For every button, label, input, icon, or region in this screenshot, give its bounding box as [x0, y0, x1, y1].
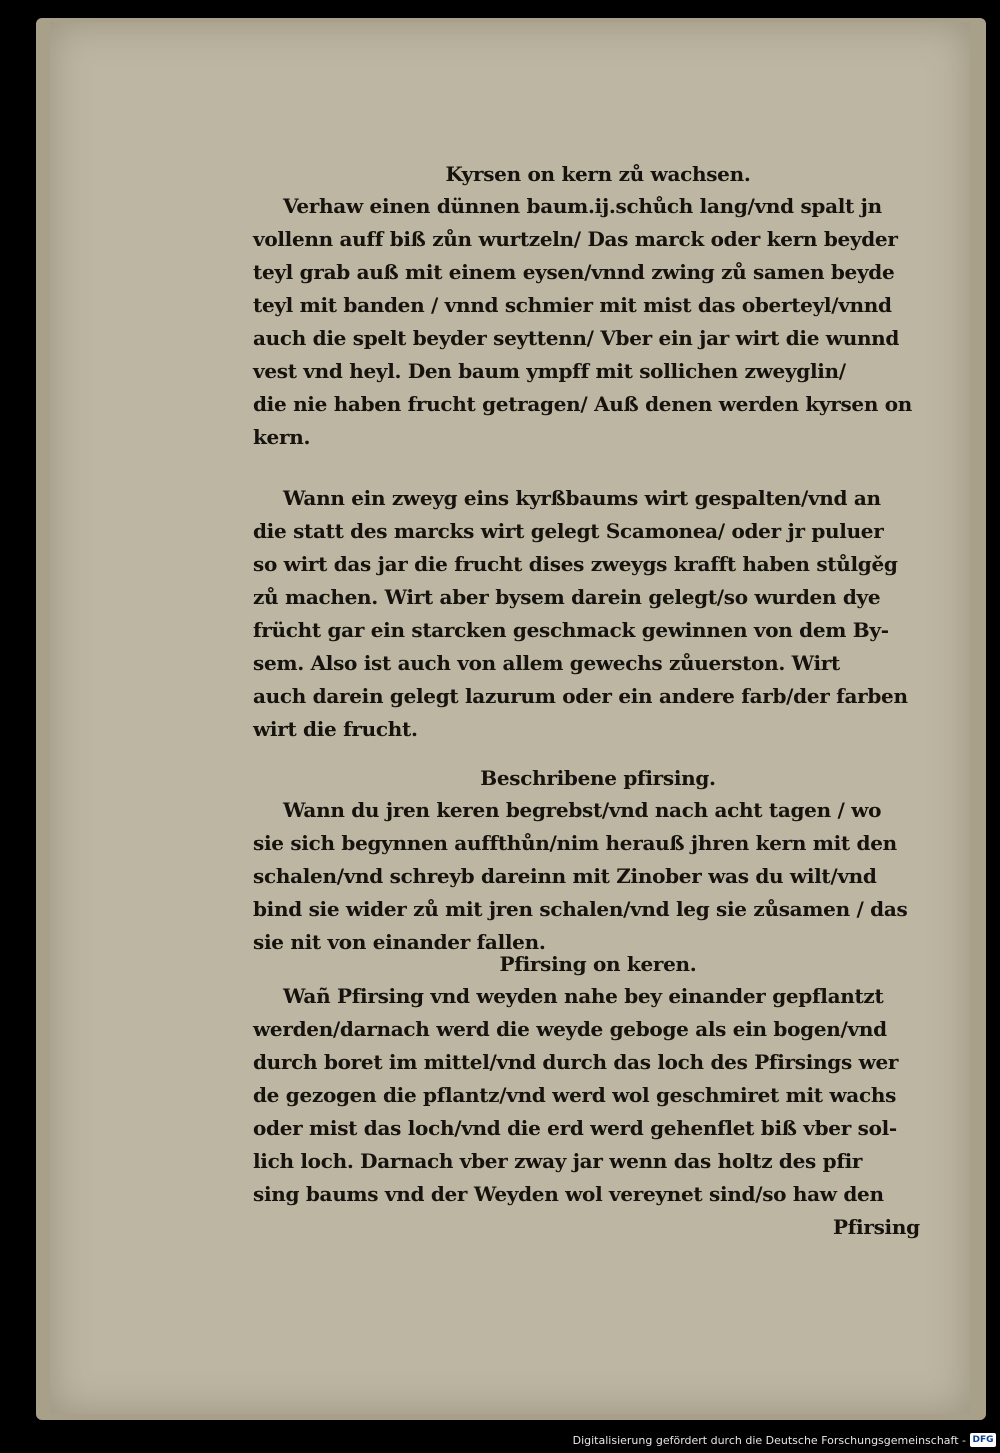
text-line: die statt des marcks wirt gelegt Scamonea/ oder jr puluer: [253, 519, 884, 543]
text-line: werden/darnach werd die weyde geboge als ein bogen/vnd: [253, 1017, 887, 1041]
text-line: auch darein gelegt lazurum oder ein andere farb/der farben: [253, 684, 908, 708]
text-line: so wirt das jar die frucht dises zweygs krafft haben stůlgěg: [253, 552, 898, 576]
text-line: Verhaw einen dünnen baum.ij.schůch lang/vnd spalt jn: [283, 194, 882, 218]
text-line: teyl grab auß mit einem eysen/vnnd zwing zů samen beyde: [253, 260, 895, 284]
text-line: Wann du jren keren begrebst/vnd nach acht tagen / wo: [283, 798, 882, 822]
dfg-logo: DFG: [970, 1433, 996, 1447]
text-line: wirt die frucht.: [253, 717, 418, 741]
book-page: [50, 22, 970, 1414]
text-line: sing baums vnd der Weyden wol vereynet sind/so haw den: [253, 1182, 884, 1206]
text-line: lich loch. Darnach vber zway jar wenn das holtz des pfir: [253, 1149, 863, 1173]
digitization-footer: [0, 1423, 1000, 1453]
catchword: Pfirsing: [833, 1215, 920, 1239]
text-line: schalen/vnd schreyb dareinn mit Zinober was du wilt/vnd: [253, 864, 877, 888]
text-line: sem. Also ist auch von allem gewechs zůuerston. Wirt: [253, 651, 840, 675]
text-line: Wann ein zweyg eins kyrßbaums wirt gespalten/vnd an: [283, 486, 881, 510]
text-line: kern.: [253, 425, 311, 449]
text-line: vest vnd heyl. Den baum ympff mit sollichen zweyglin/: [253, 359, 846, 383]
text-line: bind sie wider zů mit jren schalen/vnd leg sie zůsamen / das: [253, 897, 908, 921]
text-line: zů machen. Wirt aber bysem darein gelegt/so wurden dye: [253, 585, 881, 609]
section-heading-kyrsen: Kyrsen on kern zů wachsen.: [445, 162, 751, 186]
section-heading-beschribene-pfirsing: Beschribene pfirsing.: [480, 766, 716, 790]
text-line: Wañ Pfirsing vnd weyden nahe bey einander gepflantzt: [283, 984, 884, 1008]
text-line: vollenn auff biß zůn wurtzeln/ Das marck oder kern beyder: [253, 227, 898, 251]
section-heading-pfirsing-on-keren: Pfirsing on keren.: [499, 952, 697, 976]
text-line: durch boret im mittel/vnd durch das loch des Pfirsings wer: [253, 1050, 899, 1074]
text-line: auch die spelt beyder seyttenn/ Vber ein jar wirt die wunnd: [253, 326, 900, 350]
text-line: de gezogen die pflantz/vnd werd wol geschmiret mit wachs: [253, 1083, 897, 1107]
text-line: sie nit von einander fallen.: [253, 930, 546, 954]
text-line: die nie haben frucht getragen/ Auß denen werden kyrsen on: [253, 392, 913, 416]
text-line: sie sich begynnen auffthůn/nim herauß jhren kern mit den: [253, 831, 897, 855]
text-line: teyl mit banden / vnnd schmier mit mist das oberteyl/vnnd: [253, 293, 892, 317]
funding-credit: Digitalisierung gefördert durch die Deutsche Forschungsgemeinschaft -: [572, 1434, 966, 1447]
text-line: frücht gar ein starcken geschmack gewinnen von dem By-: [253, 618, 889, 642]
text-line: oder mist das loch/vnd die erd werd gehenflet biß vber sol-: [253, 1116, 897, 1140]
